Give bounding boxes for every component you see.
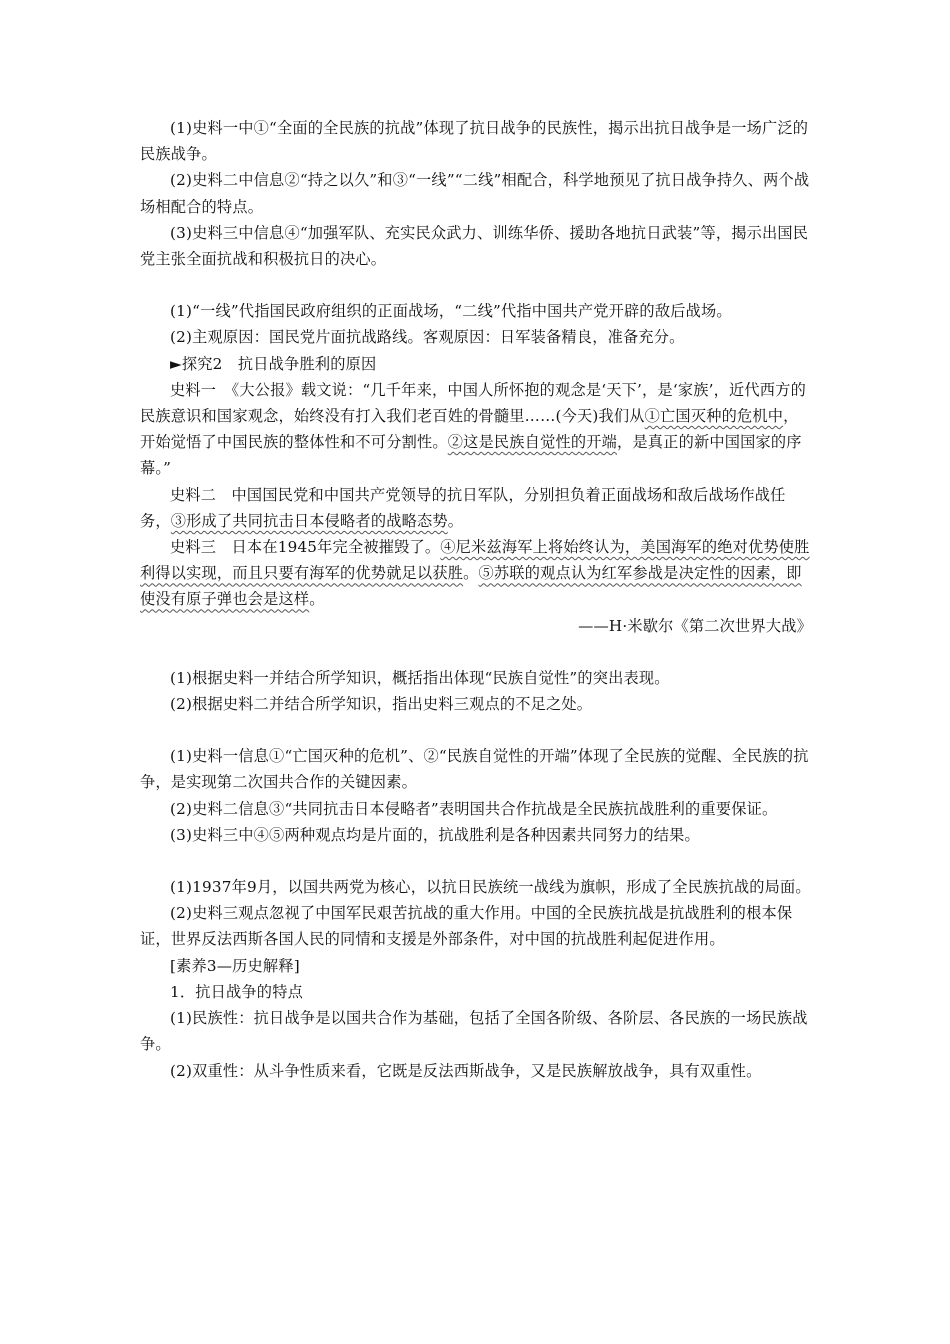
analysis-point: (2)史料二信息③“共同抗击日本侵略者”表明国共合作抗战是全民族抗战胜利的重要保证。 [170,799,778,818]
source-three: 史料三 日本在1945年完全被摧毁了。④尼米兹海军上将始终认为，美国海军的绝对优势使胜利得以实现，而且只要有海军的优势就足以获胜。⑤苏联的观点认为红军参战是决定性的因素，即使没有原子弹也会是这样。 [140,538,810,609]
analysis-point: (1)史料一中①“全面的全民族的抗战”体现了抗日战争的民族性，揭示出抗日战争是一场广泛的民族战争。 [140,119,809,164]
answer-point: (2)主观原因：国民党片面抗战路线。客观原因：日军装备精良，准备充分。 [170,328,685,347]
explore-heading: ►探究2 抗日战争胜利的原因 [170,354,377,373]
analysis-point: (3)史料三中信息④“加强军队、充实民众武力、训练华侨、援助各地抗日武装”等，揭示出国民党主张全面抗战和积极抗日的决心。 [140,223,809,269]
analysis-point: (3)史料三中④⑤两种观点均是片面的，抗战胜利是各种因素共同努力的结果。 [170,825,700,844]
subsection-heading: 1．抗日战争的特点 [170,982,303,1001]
analysis-point: (1)史料一信息①“亡国灭种的危机”、②“民族自觉性的开端”体现了全民族的觉醒、全民族的抗争，是实现第二次国共合作的关键因素。 [140,747,809,792]
underlined-info: ③形成了共同抗击日本侵略者的战略态势 [170,511,448,530]
section-tag: [素养3—历史解释] [170,956,300,975]
source-one: 史料一 《大公报》载文说：“几千年来，中国人所怀抱的观念是‘天下’，是‘家族’，近代西方的民族意识和国家观念，始终没有打入我们老百姓的骨髓里……(今天)我们从①亡国灭种的危机中，开始觉悟了中国民族的整体性和不可分割性。②这是民族自觉性的开端，是真正的新中国国家的序幕。” [140,380,806,478]
document-page [140,115,812,1084]
feature-point: (1)民族性：抗日战争是以国共合作为基础，包括了全国各阶级、各阶层、各民族的一场民族战争。 [140,1009,808,1054]
answer-point: (1)1937年9月，以国共两党为核心，以抗日民族统一战线为旗帜，形成了全民族抗战的局面。 [170,878,811,897]
citation: ——H·米歇尔《第二次世界大战》 [578,616,812,635]
feature-point: (2)双重性：从斗争性质来看，它既是反法西斯战争，又是民族解放战争，具有双重性。 [170,1061,762,1080]
source-two: 史料二 中国国民党和中国共产党领导的抗日军队，分别担负着正面战场和敌后战场作战任务，③形成了共同抗击日本侵略者的战略态势。 [140,485,786,530]
answer-point: (1)“一线”代指国民政府组织的正面战场，“二线”代指中国共产党开辟的敌后战场。 [170,302,732,321]
underlined-info: ④尼米兹海军上将始终认为，美国海军的绝对优势使胜利得以实现，而且只要有海军的优势就足以获胜 [140,538,810,583]
question: (2)根据史料二并结合所学知识，指出史料三观点的不足之处。 [170,695,593,714]
answer-point: (2)史料三观点忽视了中国军民艰苦抗战的重大作用。中国的全民族抗战是抗战胜利的根本保证，世界反法西斯各国人民的同情和支援是外部条件，对中国的抗战胜利起促进作用。 [140,904,793,949]
underlined-info: ②这是民族自觉性的开端 [447,433,618,452]
analysis-point: (2)史料二中信息②“持之以久”和③“一线”“二线”相配合，科学地预见了抗日战争持久、两个战场相配合的特点。 [140,171,810,216]
underlined-info: ①亡国灭种的危机中 [644,407,784,426]
underlined-info: ⑤苏联的观点认为红军参战是决定性的因素，即使没有原子弹也会是这样 [140,564,802,609]
question: (1)根据史料一并结合所学知识，概括指出体现“民族自觉性”的突出表现。 [170,668,670,687]
